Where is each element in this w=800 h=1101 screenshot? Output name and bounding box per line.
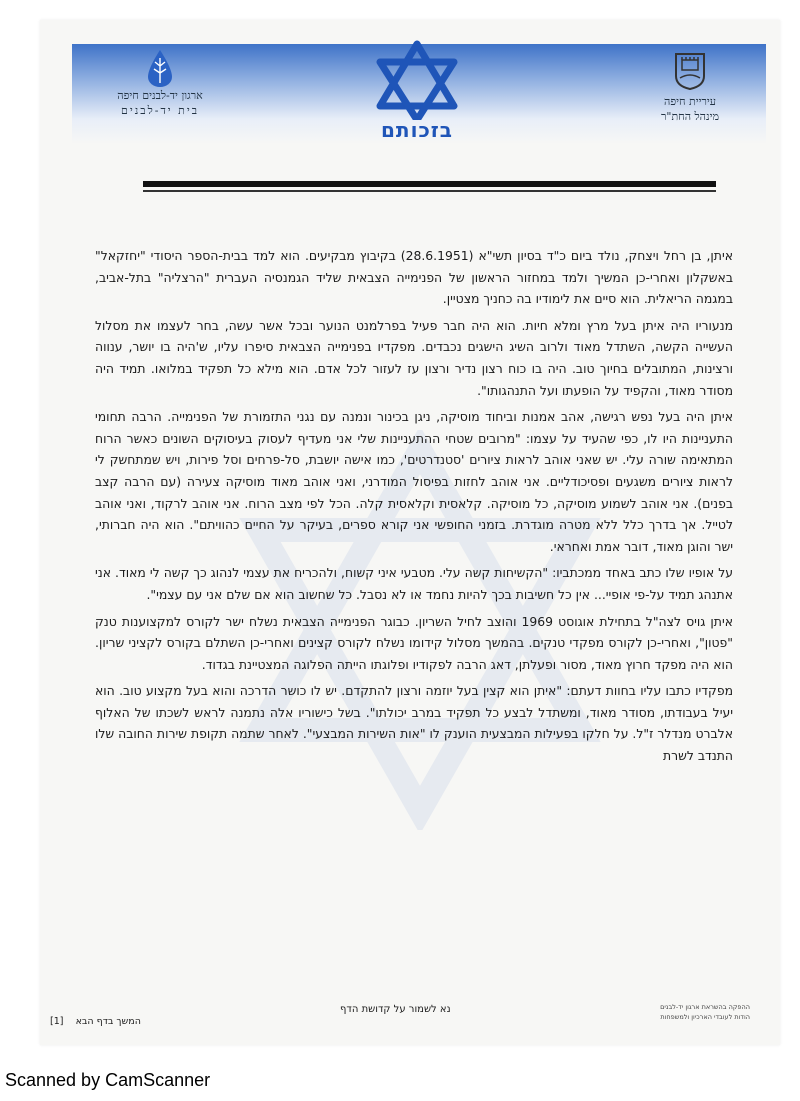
credits-line-2: הודות לעובדי הארכיון ולמשפחות — [660, 1013, 750, 1021]
continue-note — [50, 1016, 141, 1027]
star-of-david-icon — [362, 40, 472, 120]
left-org-subtitle: בית יד-לבנים — [120, 104, 200, 117]
page-footer — [40, 1000, 780, 1030]
credits-note — [550, 1002, 750, 1022]
right-org-subtitle: מינהל החת"ר — [661, 110, 719, 123]
paragraph-3: איתן היה בעל נפש רגישה, אהב אמנות וביחוד מוסיקה, ניגן בכינור ונמנה עם נגני התזמורת של הפנימייה. הרבה תחומי התעניינות היו לו, כפי שהעיד על עצמו: "מרובים שטחי ההתעניינות שלי אני מעדיף לעסוק בעיסוקים השונים כאשר הרוח המתאימה שורה עלי. יש שאני אוהב לראות ציורים 'סטנדרטים', כמו אישה יושבת, סל-פרחים וסל פירות, ויש שמתחשק לי לראות ציורים משגעים ופסיכודליים. אני אוהב לחזות בפיסול המודרני, ואני אוהב מאוד מוסיקה צעירה (עם הרבה קצב בפנים). אני אוהב לשמוע מוסיקה, כל מוסיקה. קלאסית וקלאסית קלה. הכל לפי מצב הרוח. אני אוהב לרקוד, ואני אוהב לטייל. אך בדרך כלל ללא מטרה מוגדרת. בזמני החופשי אני קורא ספרים, בעיקר על החיים כהוויתם". הוא היה חברותי, ישר והוגן מאוד, דובר אמת ואחראי. — [95, 409, 733, 554]
paragraph-1: איתן, בן רחל ויצחק, נולד ביום כ"ד בסיון תשי"א (28.6.1951) בקיבוץ מבקיעים. הוא למד בבית-הספר היסודי "יחזקאל" באשקלון ואחרי-כן המשיך ולמד במחזור הראשון של הפנימייה הצבאית שליד הגמנסיה העברית "הרצליה" בתל-אביב, במגמה הריאלית. הוא סיים את לימודיו בה כחניך מצטיין. — [95, 248, 733, 307]
paragraph-5: איתן גויס לצה"ל בתחילת אוגוסט 1969 והוצב לחיל השריון. כבוגר הפנימייה הצבאית נשלח ישר לקורס למקצוענות טנק "פטון", ואחרי-כן לקורס מפקדי טנקים. בהמשך מסלול קידומו נשלח לקורס קצינים ואחרי-כן השתלם בקורס לקציני שריון. הוא היה מפקד חרוץ מאוד, מסור ופעלתן, דאג הרבה לפקודיו ופלוגתו הייתה הפלוגה המצטיינת בגדוד. — [95, 613, 733, 672]
header-divider-thick — [143, 181, 716, 187]
paragraph-4: על אופיו שלו כתב באחד ממכתביו: "הקשיחות קשה עלי. מטבעי איני קשוח, ולהכריח את עצמי לנהוג כך קשה לי מאוד. אני אתנהג תמיד על-פי אופיי... אין כל חשיבות בכך להיות נחמד או לא נסבל. כל שחשוב הוא אם שלם אני עם עצמי". — [95, 565, 733, 602]
scanner-watermark-label: Scanned by CamScanner — [5, 1070, 211, 1090]
credits-line-1: ההפקה בהשראת ארגון יד-לבנים — [660, 1003, 750, 1011]
bizchutam-title: בזכותם — [381, 118, 453, 142]
header-divider-thin — [143, 190, 716, 192]
paragraph-6: מפקדיו כתבו עליו בחוות דעתם: "איתן הוא קצין בעל יוזמה ורצון להתקדם. יש לו כושר הדרכה והוא בעל מקצוע טוב. הוא יעיל בעבודתו, מסודר מאוד, ומשתדל לבצע כל תפקיד במרב יכולתו". בשל כישוריו אלה נתמנה לראש לשכתו של האלוף אלברט מנדלר ז"ל. על חלקו בפעילות המבצעית הוענק לו "אות השירות המבצעי". לאחר שתמה תקופת שירות החובה שלו התנדב לשרת — [95, 683, 733, 764]
continue-label: המשך בדף הבא — [75, 1016, 141, 1027]
left-org-name: ארגון יד-לבנים חיפה — [117, 89, 203, 102]
right-org-name: עיריית חיפה — [664, 95, 716, 108]
yad-lebanim-logo — [90, 48, 230, 128]
sanctity-note: נא לשמור על קדושת הדף — [340, 1004, 451, 1015]
bizchutam-logo — [362, 40, 472, 140]
city-emblem-icon — [673, 50, 707, 90]
biography-text — [95, 245, 733, 772]
leaf-drop-icon — [145, 48, 175, 88]
paragraph-2: מנעוריו היה איתן בעל מרץ ומלא חיות. הוא היה חבר פעיל בפרלמנט הנוער ובכל אשר עשה, בחר לעצמו את מסלול העשייה הקשה, השתדל מאוד ולרוב השיג הישגים נכבדים. מפקדיו בפנימייה הצבאית סיפרו עליו, ש'היה בו יושר, ענווה ורצינות, המתובלים בחיוך טוב. היה בו כוח רצון נדיר ורצון עז לעזור לכל אדם. הוא מילא כל תפקיד במלואו. תמיד היה מסודר מאוד, והקפיד על הופעתו ועל התנהגותו". — [95, 317, 733, 398]
haifa-municipality-logo — [640, 50, 740, 130]
page-number: [1] — [50, 1016, 64, 1027]
